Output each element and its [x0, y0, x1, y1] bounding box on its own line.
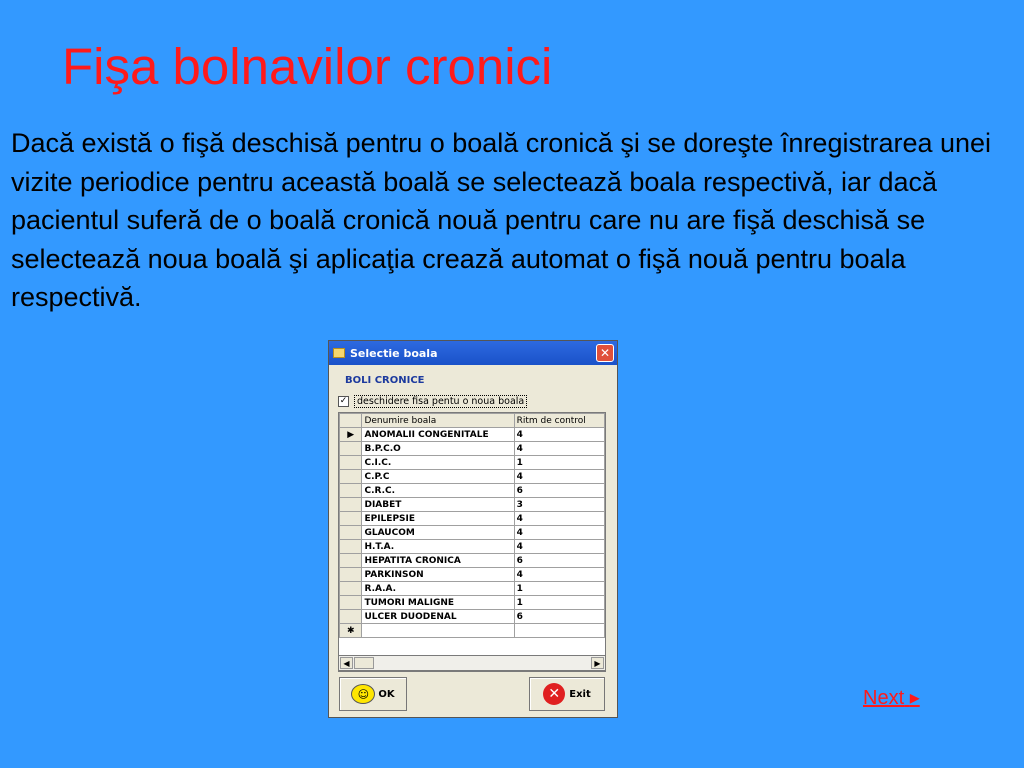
slide-body-text: Dacă există o fişă deschisă pentru o boală cronică şi se doreşte înregistrarea unei vizite periodice pentru această boală se selectează boala respectivă, iar dacă pacientul suferă de o boală cronică nouă pentru care nu are fişă deschisă se selectează noua boală şi aplicaţia crează automat o fişă nouă pentru boala respectivă.	[11, 128, 992, 312]
row-selector[interactable]	[340, 484, 362, 498]
scroll-right-arrow-icon[interactable]: ▶	[591, 657, 604, 669]
ritm-cell[interactable]: 4	[514, 470, 604, 484]
ritm-cell[interactable]: 4	[514, 540, 604, 554]
disease-name-cell[interactable]: C.P.C	[362, 470, 514, 484]
row-selector[interactable]	[340, 442, 362, 456]
row-selector[interactable]	[340, 610, 362, 624]
disease-name-cell[interactable]: B.P.C.O	[362, 442, 514, 456]
exit-button[interactable]	[529, 677, 605, 711]
table-row[interactable]	[340, 568, 605, 582]
ritm-cell[interactable]: 4	[514, 512, 604, 526]
exit-label: Exit	[569, 688, 591, 700]
disease-grid[interactable]	[338, 412, 606, 672]
new-disease-checkbox[interactable]: ✓	[339, 396, 348, 406]
table-row[interactable]	[340, 442, 605, 456]
row-selector[interactable]	[340, 568, 362, 582]
disease-name-cell[interactable]: C.I.C.	[362, 456, 514, 470]
smiley-icon: ☺	[351, 684, 375, 704]
ritm-cell[interactable]: 1	[514, 596, 604, 610]
row-selector[interactable]	[340, 456, 362, 470]
ritm-cell[interactable]: 4	[514, 526, 604, 540]
row-selector[interactable]	[340, 526, 362, 540]
dialog-title: Selectie boala	[350, 346, 438, 360]
empty-cell[interactable]	[514, 624, 604, 638]
table-row[interactable]	[340, 428, 605, 442]
disease-name-cell[interactable]: ANOMALII CONGENITALE	[362, 428, 514, 442]
row-selector[interactable]	[340, 470, 362, 484]
ritm-cell[interactable]: 4	[514, 428, 604, 442]
selectie-boala-dialog	[328, 340, 618, 718]
table-row[interactable]	[340, 484, 605, 498]
column-header-denumire[interactable]: Denumire boala	[362, 414, 514, 428]
disease-name-cell[interactable]: R.A.A.	[362, 582, 514, 596]
row-selector-header	[340, 414, 362, 428]
table-row[interactable]	[340, 596, 605, 610]
ritm-cell[interactable]: 3	[514, 498, 604, 512]
ritm-cell[interactable]: 4	[514, 568, 604, 582]
ritm-cell[interactable]: 1	[514, 456, 604, 470]
ritm-cell[interactable]: 6	[514, 554, 604, 568]
close-button[interactable]: ✕	[596, 344, 614, 362]
next-link[interactable]	[863, 685, 920, 710]
table-row[interactable]	[340, 470, 605, 484]
disease-name-cell[interactable]: EPILEPSIE	[362, 512, 514, 526]
ritm-cell[interactable]: 1	[514, 582, 604, 596]
folder-icon	[333, 348, 345, 358]
table-row[interactable]	[340, 456, 605, 470]
row-selector[interactable]	[340, 582, 362, 596]
table-row[interactable]	[340, 540, 605, 554]
slide-title: Fişa bolnavilor cronici	[62, 38, 553, 95]
ok-label: OK	[378, 688, 395, 700]
exit-icon: ✕	[543, 683, 565, 705]
ritm-cell[interactable]: 4	[514, 442, 604, 456]
row-selector[interactable]	[340, 498, 362, 512]
disease-name-cell[interactable]: ULCER DUODENAL	[362, 610, 514, 624]
next-label: Next	[863, 687, 905, 709]
scroll-left-arrow-icon[interactable]: ◀	[340, 657, 353, 669]
row-selector[interactable]	[340, 512, 362, 526]
horizontal-scrollbar[interactable]	[338, 655, 606, 671]
current-row-arrow-icon[interactable]: ▶	[340, 428, 362, 442]
new-disease-checkbox-row[interactable]	[338, 395, 527, 408]
disease-name-cell[interactable]: TUMORI MALIGNE	[362, 596, 514, 610]
scroll-thumb[interactable]	[354, 657, 374, 669]
table-row[interactable]	[340, 554, 605, 568]
disease-name-cell[interactable]: PARKINSON	[362, 568, 514, 582]
checkbox-label: deschidere fisa pentu o noua boala	[354, 395, 527, 408]
ok-button[interactable]	[339, 677, 407, 711]
table-row[interactable]	[340, 498, 605, 512]
disease-name-cell[interactable]: HEPATITA CRONICA	[362, 554, 514, 568]
dialog-titlebar	[329, 341, 617, 365]
empty-cell[interactable]	[362, 624, 514, 638]
disease-name-cell[interactable]: DIABET	[362, 498, 514, 512]
row-selector[interactable]	[340, 540, 362, 554]
table-row[interactable]	[340, 582, 605, 596]
ritm-cell[interactable]: 6	[514, 484, 604, 498]
column-header-ritm[interactable]: Ritm de control	[514, 414, 604, 428]
new-record-asterisk-icon: ✱	[340, 624, 362, 638]
table-row[interactable]	[340, 526, 605, 540]
row-selector[interactable]	[340, 596, 362, 610]
next-arrow-icon: ▸	[909, 687, 920, 709]
ritm-cell[interactable]: 6	[514, 610, 604, 624]
table-row[interactable]	[340, 512, 605, 526]
disease-name-cell[interactable]: C.R.C.	[362, 484, 514, 498]
row-selector[interactable]	[340, 554, 362, 568]
new-record-row[interactable]	[340, 624, 605, 638]
section-label: BOLI CRONICE	[345, 375, 425, 386]
disease-name-cell[interactable]: GLAUCOM	[362, 526, 514, 540]
table-row[interactable]	[340, 610, 605, 624]
disease-name-cell[interactable]: H.T.A.	[362, 540, 514, 554]
